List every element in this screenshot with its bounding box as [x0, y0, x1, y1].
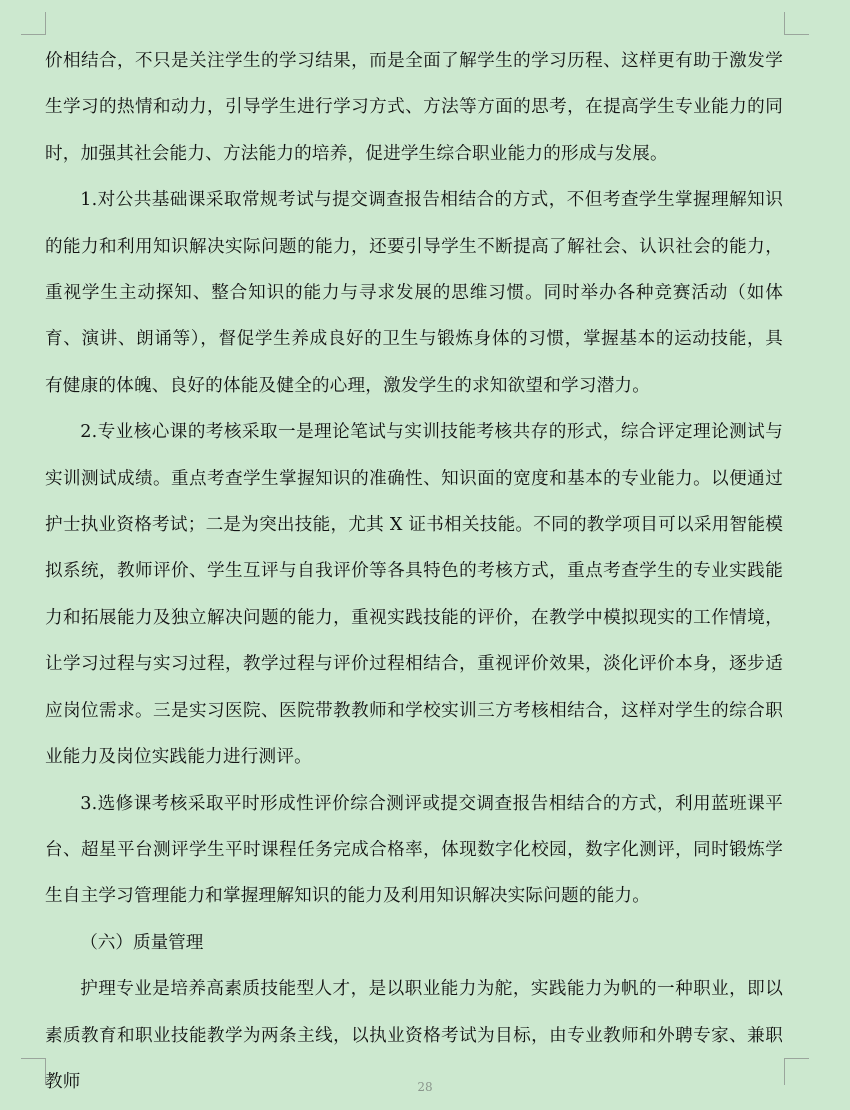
paragraph-nursing-major: 护理专业是培养高素质技能型人才，是以职业能力为舵，实践能力为帆的一种职业，即以素质教育和职业技能教学为两条主线，以执业资格考试为目标，由专业教师和外聘专家、兼职教师	[45, 979, 783, 1092]
crop-mark-top-left	[21, 12, 46, 35]
paragraph-continuation: 价相结合，不只是关注学生的学习结果，而是全面了解学生的学习历程、这样更有助于激发学生学习的热情和动力，引导学生进行学习方式、方法等方面的思考，在提高学生专业能力的同时，加强其社会能力、方法能力的培养，促进学生综合职业能力的形成与发展。	[45, 51, 783, 164]
crop-mark-top-right	[784, 12, 809, 35]
paragraph-public-basic-courses: 1.对公共基础课采取常规考试与提交调查报告相结合的方式，不但考查学生掌握理解知识的能力和利用知识解决实际问题的能力，还要引导学生不断提高了解社会、认识社会的能力，重视学生主动探知、整合知识的能力与寻求发展的思维习惯。同时举办各种竞赛活动（如体育、演讲、朗诵等），督促学生养成良好的卫生与锻炼身体的习惯，掌握基本的运动技能，具有健康的体魄、良好的体能及健全的心理，激发学生的求知欲望和学习潜力。	[45, 190, 783, 396]
page-number: 28	[417, 1080, 433, 1094]
document-body	[45, 38, 783, 1105]
paragraph-elective-courses: 3.选修课考核采取平时形成性评价综合测评或提交调查报告相结合的方式，利用蓝班课平台、超星平台测评学生平时课程任务完成合格率，体现数字化校园，数字化测评，同时锻炼学生自主学习管理能力和掌握理解知识的能力及利用知识解决实际问题的能力。	[45, 793, 783, 907]
paragraph-core-courses: 2.专业核心课的考核采取一是理论笔试与实训技能考核共存的形式，综合评定理论测试与实训测试成绩。重点考查学生掌握知识的准确性、知识面的宽度和基本的专业能力。以便通过护士执业资格考试；二是为突出技能，尤其 X 证书相关技能。不同的教学项目可以采用智能模拟系统，教师评价、学生互评与自我评价等各具特色的考核方式，重点考查学生的专业实践能力和拓展能力及独立解决问题的能力，重视实践技能的评价，在教学中模拟现实的工作情境，让学习过程与实习过程，教学过程与评价过程相结合，重视评价效果，淡化评价本身，逐步适应岗位需求。三是实习医院、医院带教教师和学校实训三方考核相结合，这样对学生的综合职业能力及岗位实践能力进行测评。	[45, 422, 783, 768]
section-heading-quality-management: （六）质量管理	[80, 932, 204, 953]
